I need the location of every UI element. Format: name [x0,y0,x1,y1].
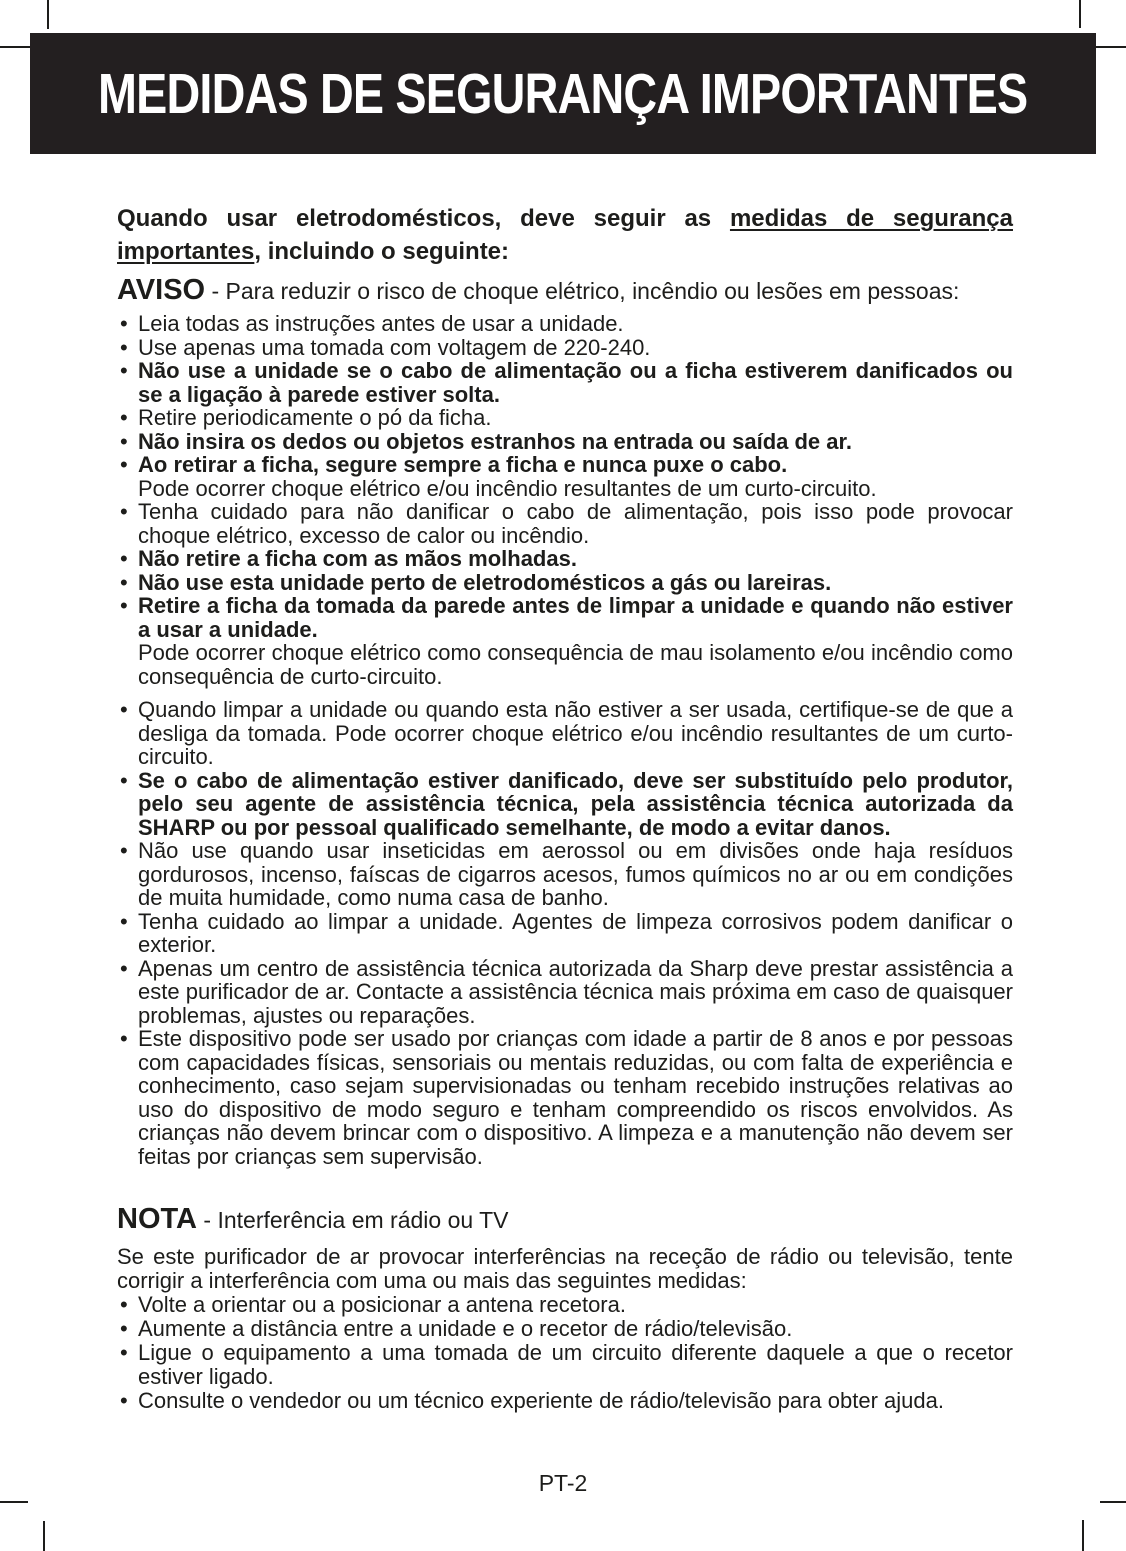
bullet-icon: • [120,546,128,571]
warning-item [117,359,1013,406]
bullet-icon: • [120,311,128,336]
warning-item [117,957,1013,1028]
warning-item-text: Não use esta unidade perto de eletrodomésticos a gás ou lareiras. [138,569,832,595]
bullet-icon: • [120,1388,128,1413]
note-item-text: Aumente a distância entre a unidade e o recetor de rádio/televisão. [138,1316,793,1341]
warning-subtitle: - Para reduzir o risco de choque elétrico, incêndio ou lesões em pessoas: [211,278,960,304]
warning-item-text: Leia todas as instruções antes de usar a unidade. [138,311,624,336]
crop-mark-top-left-vertical [47,0,49,29]
warning-list [117,312,1013,1168]
warning-item [117,453,1013,500]
note-subtitle: - Interferência em rádio ou TV [203,1207,509,1233]
note-item-text: Consulte o vendedor ou um técnico experiente de rádio/televisão para obter ajuda. [138,1388,944,1413]
crop-mark-bottom-right-vertical [1082,1520,1084,1551]
note-heading [117,1201,1013,1238]
bullet-icon: • [120,1292,128,1317]
warning-item-note: Pode ocorrer choque elétrico e/ou incêndio resultantes de um curto-circuito. [138,475,877,501]
crop-mark-bottom-left-vertical [43,1521,45,1551]
warning-item-text: Tenha cuidado para não danificar o cabo de alimentação, pois isso pode provocar choque elétrico, excesso de calor ou incêndio. [138,499,1013,548]
bullet-icon: • [120,499,128,524]
warning-item [117,336,1013,360]
bullet-icon: • [120,428,128,454]
note-item-text: Ligue o equipamento a uma tomada de um circuito diferente daquele a que o recetor estiver ligado. [138,1340,1013,1389]
warning-item-text: Apenas um centro de assistência técnica autorizada da Sharp deve prestar assistência a este purificador de ar. Contacte a assistência técnica mais próxima em caso de quaisquer problemas, ajustes ou reparações. [138,955,1013,1028]
warning-item-text: Retire periodicamente o pó da ficha. [138,405,492,430]
note-item-text: Volte a orientar ou a posicionar a antena recetora. [138,1292,626,1317]
warning-item-text: Não retire a ficha com as mãos molhadas. [138,546,577,571]
warning-item [117,406,1013,430]
warning-item [117,430,1013,454]
section-header-bar [30,33,1096,154]
warning-item [117,769,1013,840]
bullet-icon: • [120,838,128,863]
note-item [117,1293,1013,1317]
page-title: MEDIDAS DE SEGURANÇA IMPORTANTES [98,61,1028,126]
warning-item-text: Não use quando usar inseticidas em aerossol ou em divisões onde haja resíduos gordurosos, incenso, faíscas de cigarros acesos, fumos químicos no ar ou em condições de muita humidade, como numa casa de banho. [138,838,1013,910]
note-item [117,1317,1013,1341]
bullet-icon: • [120,1026,128,1051]
note-item [117,1341,1013,1389]
warning-item-text: Quando limpar a unidade ou quando esta não estiver a ser usada, certifique-se de que a desliga da tomada. Pode ocorrer choque elétrico e/ou incêndio resultantes de um curto-circuito. [138,697,1013,769]
bullet-icon: • [120,452,128,477]
warning-item [117,594,1013,688]
warning-item [117,500,1013,547]
warning-item-text: Tenha cuidado ao limpar a unidade. Agentes de limpeza corrosivos podem danificar o exterior. [138,908,1013,957]
intro-text-pre: Quando usar eletrodomésticos, deve seguir as [117,205,730,232]
bullet-icon: • [120,405,128,430]
bullet-icon: • [120,1316,128,1341]
warning-item-note: Pode ocorrer choque elétrico como consequência de mau isolamento e/ou incêndio como consequência de curto-circuito. [138,640,1013,689]
warning-item-text: Se o cabo de alimentação estiver danificado, deve ser substituído pelo produtor, pelo seu agente de assistência técnica, pela assistência técnica autorizada da SHARP ou por pessoal qualificado semelhante, de modo a evitar danos. [138,767,1013,840]
crop-mark-top-right-vertical [1079,0,1081,28]
bullet-icon: • [120,1340,128,1365]
warning-item [117,312,1013,336]
crop-mark-bottom-left-horizontal [0,1501,28,1503]
warning-item [117,698,1013,769]
crop-mark-top-right-horizontal [1096,46,1126,48]
crop-mark-bottom-right-horizontal [1100,1501,1126,1503]
bullet-icon: • [120,955,128,981]
bullet-icon: • [120,334,128,360]
warning-item [117,1027,1013,1168]
warning-item-text: Use apenas uma tomada com voltagem de 220-240. [138,334,651,360]
intro-underlined-text: medidas de segurança importantes [117,205,1013,265]
bullet-icon: • [120,908,128,934]
warning-item [117,839,1013,910]
intro-text-post: , incluindo o seguinte: [254,238,510,265]
note-label: NOTA [117,1203,198,1235]
bullet-icon: • [120,569,128,595]
warning-item [117,571,1013,595]
note-item [117,1389,1013,1413]
warning-label: AVISO [117,274,206,306]
note-list [117,1293,1013,1413]
warning-heading [117,272,1013,309]
bullet-icon: • [120,358,128,383]
warning-item-text: Não insira os dedos ou objetos estranhos na entrada ou saída de ar. [138,428,852,454]
bullet-icon: • [120,767,128,793]
note-paragraph: Se este purificador de ar provocar interferências na receção de rádio ou televisão, tente corrigir a interferência com uma ou mais das seguintes medidas: [117,1244,1013,1293]
warning-item-text: Este dispositivo pode ser usado por crianças com idade a partir de 8 anos e por pessoas com capacidades físicas, sensoriais ou mentais reduzidas, ou com falta de experiência e conhecimento, caso sejam supervisionadas ou tenham recebido instruções relativas ao uso do dispositivo de modo seguro e tenham compreendido os riscos envolvidos. As crianças não devem brincar com o dispositivo. A limpeza e a manutenção não devem ser feitas por crianças sem supervisão. [138,1026,1013,1169]
bullet-icon: • [120,593,128,618]
page-number: PT-2 [538,1470,588,1496]
crop-mark-top-left-horizontal [0,46,30,48]
warning-item-text: Ao retirar a ficha, segure sempre a ficha e nunca puxe o cabo. [138,452,788,477]
bullet-icon: • [120,697,128,722]
warning-item [117,547,1013,571]
warning-item [117,910,1013,957]
warning-item-text: Retire a ficha da tomada da parede antes de limpar a unidade e quando não estiver a usar a unidade. [138,593,1013,642]
warning-item-text: Não use a unidade se o cabo de alimentação ou a ficha estiverem danificados ou se a ligação à parede estiver solta. [138,358,1013,407]
intro-paragraph [117,202,1013,268]
page-content [117,202,1013,1413]
